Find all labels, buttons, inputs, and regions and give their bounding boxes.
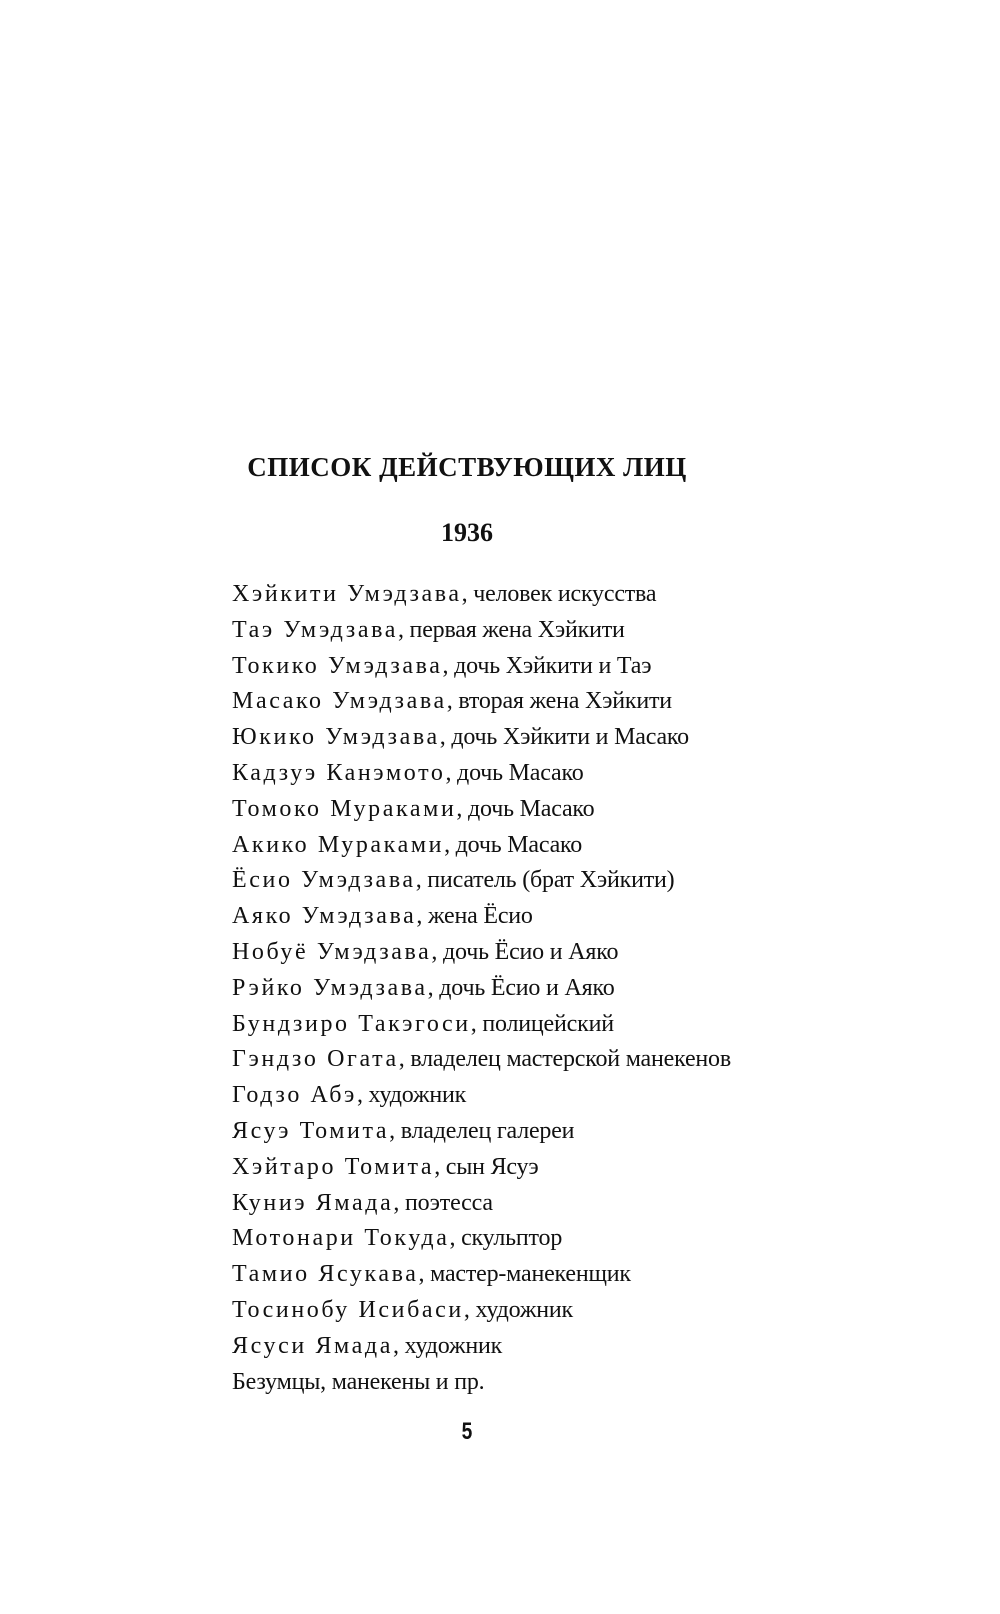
character-role: , полицейский: [470, 1010, 614, 1037]
character-role: Безумцы, манекены и пр.: [232, 1368, 485, 1395]
character-role: , дочь Масако: [445, 759, 584, 786]
list-item: [232, 828, 731, 864]
list-item: [232, 792, 731, 828]
list-item: [232, 1186, 731, 1222]
character-name: Тамио Ясукава: [232, 1261, 419, 1288]
character-name: Ясуси Ямада: [232, 1332, 393, 1359]
character-name: Куниэ Ямада: [232, 1189, 394, 1216]
list-item: [232, 1042, 731, 1078]
list-item: [232, 613, 731, 649]
character-name: Юкико Умэдзава: [232, 724, 440, 751]
list-item: [232, 649, 731, 685]
list-item: [232, 1114, 731, 1150]
character-role: , художник: [393, 1332, 503, 1359]
page-number: 5: [461, 1418, 473, 1445]
list-item: [232, 899, 731, 935]
character-name: Хэйкити Умэдзава: [232, 581, 462, 607]
character-role: , дочь Хэйкити и Таэ: [442, 652, 652, 679]
list-item: [232, 935, 731, 971]
character-list: [232, 577, 731, 1400]
list-item: [232, 577, 731, 613]
character-role: , первая жена Хэйкити: [397, 616, 625, 643]
list-item: [232, 756, 731, 792]
character-name: Годзо Абэ: [232, 1082, 357, 1109]
list-item: [232, 1007, 731, 1043]
character-role: , дочь Хэйкити и Масако: [439, 724, 689, 751]
character-role: , вторая жена Хэйкити: [446, 688, 672, 715]
character-name: Аяко Умэдзава: [232, 903, 417, 930]
character-role: , владелец мастерской манекенов: [398, 1046, 731, 1073]
character-name: Токико Умэдзава: [232, 652, 443, 679]
character-name: Хэйтаро Томита: [232, 1153, 435, 1180]
character-role: , дочь Масако: [444, 831, 583, 858]
section-year: 1936: [441, 518, 493, 547]
character-role: , владелец галереи: [389, 1117, 575, 1144]
list-item: [232, 1221, 731, 1257]
character-role: , скульптор: [449, 1225, 563, 1252]
character-role: , сын Ясуэ: [434, 1153, 539, 1180]
character-role: , художник: [356, 1082, 467, 1109]
character-role: , дочь Масако: [456, 795, 595, 822]
character-name: Рэйко Умэдзава: [232, 974, 428, 1001]
character-name: Таэ Умэдзава: [232, 616, 398, 643]
character-role: , дочь Ёсио и Аяко: [431, 938, 619, 965]
list-item: [232, 1257, 731, 1293]
character-name: Бундзиро Такэгоси: [232, 1010, 471, 1037]
list-item: [232, 1293, 731, 1329]
list-item: [232, 971, 731, 1007]
character-role: , жена Ёсио: [416, 903, 533, 930]
character-name: Масако Умэдзава: [232, 688, 447, 715]
character-name: Нобуё Умэдзава: [232, 938, 432, 965]
character-name: Акико Мураками: [232, 831, 445, 858]
character-name: Ёсио Умэдзава: [232, 867, 416, 894]
character-role: , дочь Ёсио и Аяко: [427, 974, 615, 1001]
character-role: , художник: [463, 1296, 574, 1323]
character-name: Кадзуэ Канэмото: [232, 759, 446, 786]
character-role: , мастер-манекенщик: [418, 1261, 631, 1288]
list-item: [232, 1365, 731, 1401]
list-item: [232, 684, 731, 720]
list-item: [232, 720, 731, 756]
list-item: [232, 1150, 731, 1186]
character-role: , писатель (брат Хэйкити): [415, 867, 675, 894]
list-item: [232, 1078, 731, 1114]
character-name: Томоко Мураками: [232, 795, 457, 822]
page-title: СПИСОК ДЕЙСТВУЮЩИХ ЛИЦ: [247, 452, 687, 482]
character-name: Тосинобу Исибаси: [232, 1296, 464, 1323]
character-role: , человек искусства: [461, 581, 657, 607]
character-name: Гэндзо Огата: [232, 1046, 399, 1073]
character-name: Мотонари Токуда: [232, 1225, 450, 1252]
character-role: , поэтесса: [393, 1189, 493, 1216]
character-name: Ясуэ Томита: [232, 1117, 390, 1144]
list-item: [232, 1329, 731, 1365]
list-item: [232, 863, 731, 899]
